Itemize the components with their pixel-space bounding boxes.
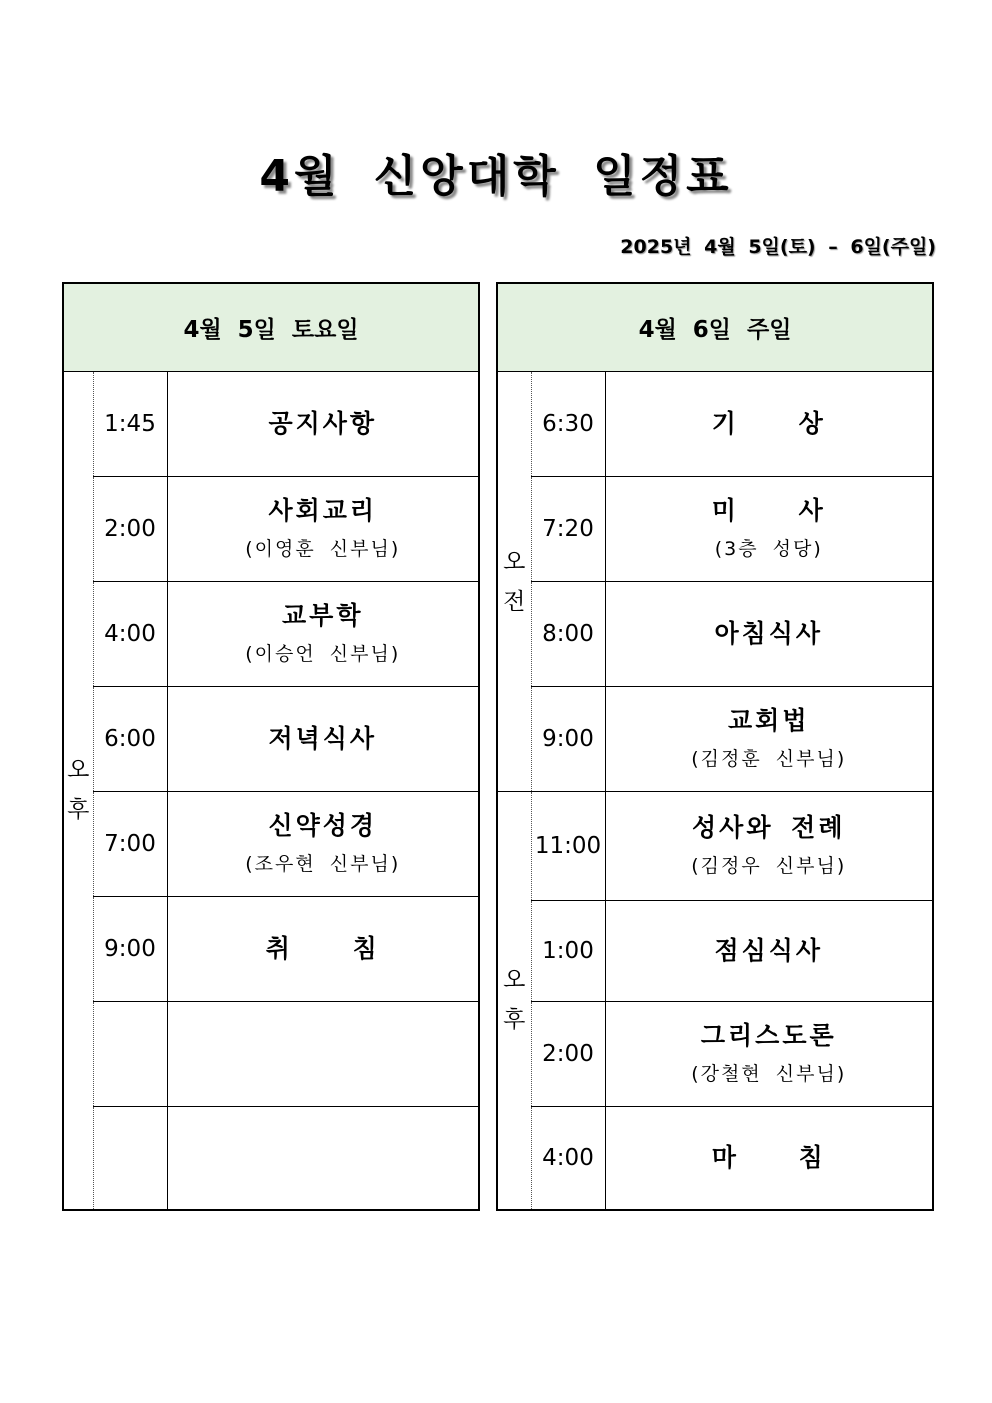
event-title: 신약성경 xyxy=(268,811,378,840)
period-pm-label: 오 후 xyxy=(497,792,531,1210)
event-cell xyxy=(167,1107,479,1210)
event-title: 미 사 xyxy=(711,496,826,525)
event-cell xyxy=(167,1002,479,1107)
event-title: 그리스도론 xyxy=(700,1021,837,1050)
time-cell: 2:00 xyxy=(93,477,167,582)
event-cell xyxy=(167,792,479,897)
event-title: 교부학 xyxy=(282,601,364,630)
event-cell xyxy=(605,477,933,582)
time-cell: 2:00 xyxy=(531,1002,605,1107)
time-cell: 6:30 xyxy=(531,372,605,477)
time-cell: 1:00 xyxy=(531,901,605,1002)
event-cell xyxy=(605,1107,933,1210)
event-cell xyxy=(167,477,479,582)
time-cell: 9:00 xyxy=(531,687,605,792)
time-cell: 11:00 xyxy=(531,792,605,901)
event-title: 마 침 xyxy=(711,1142,826,1172)
event-lecturer: (강철현 신부님) xyxy=(691,1063,847,1085)
saturday-header: 4월 5일 토요일 xyxy=(63,283,479,372)
period-pm-label: 오 후 xyxy=(63,372,93,1210)
time-cell: 9:00 xyxy=(93,897,167,1002)
time-cell: 4:00 xyxy=(93,582,167,687)
time-cell: 8:00 xyxy=(531,582,605,687)
event-title: 공지사항 xyxy=(268,409,378,438)
event-lecturer: (이영훈 신부님) xyxy=(245,538,401,560)
event-cell xyxy=(167,582,479,687)
saturday-schedule-table xyxy=(62,282,480,1211)
event-title: 성사와 전례 xyxy=(692,813,846,842)
event-cell xyxy=(167,897,479,1002)
event-cell xyxy=(605,901,933,1002)
event-title: 기 상 xyxy=(711,409,826,438)
event-title: 교회법 xyxy=(728,706,810,735)
time-cell: 4:00 xyxy=(531,1107,605,1210)
time-cell: 1:45 xyxy=(93,372,167,477)
event-lecturer: (김정우 신부님) xyxy=(691,855,847,877)
event-cell xyxy=(605,582,933,687)
time-cell: 7:20 xyxy=(531,477,605,582)
event-title: 사회교리 xyxy=(268,496,378,525)
event-lecturer: (조우현 신부님) xyxy=(245,853,401,875)
event-title: 점심식사 xyxy=(714,936,824,965)
time-cell: 6:00 xyxy=(93,687,167,792)
event-cell xyxy=(605,687,933,792)
event-location: (3층 성당) xyxy=(714,538,823,560)
event-cell xyxy=(167,687,479,792)
event-title: 저녁식사 xyxy=(268,724,378,753)
event-cell xyxy=(605,1002,933,1107)
date-range: 2025년 4월 5일(토) – 6일(주일) xyxy=(620,236,936,258)
event-cell xyxy=(605,372,933,477)
event-lecturer: (김정훈 신부님) xyxy=(691,748,847,770)
event-title: 취 침 xyxy=(265,934,380,963)
event-cell xyxy=(167,372,479,477)
sunday-schedule-table xyxy=(496,282,934,1211)
time-cell xyxy=(93,1002,167,1107)
event-cell xyxy=(605,792,933,901)
time-cell: 7:00 xyxy=(93,792,167,897)
period-am-label: 오 전 xyxy=(497,372,531,792)
sunday-header: 4월 6일 주일 xyxy=(497,283,933,372)
event-lecturer: (이승언 신부님) xyxy=(245,643,401,665)
time-cell xyxy=(93,1107,167,1210)
page-title: 4월 신앙대학 일정표 xyxy=(259,151,733,202)
event-title: 아침식사 xyxy=(714,619,824,648)
